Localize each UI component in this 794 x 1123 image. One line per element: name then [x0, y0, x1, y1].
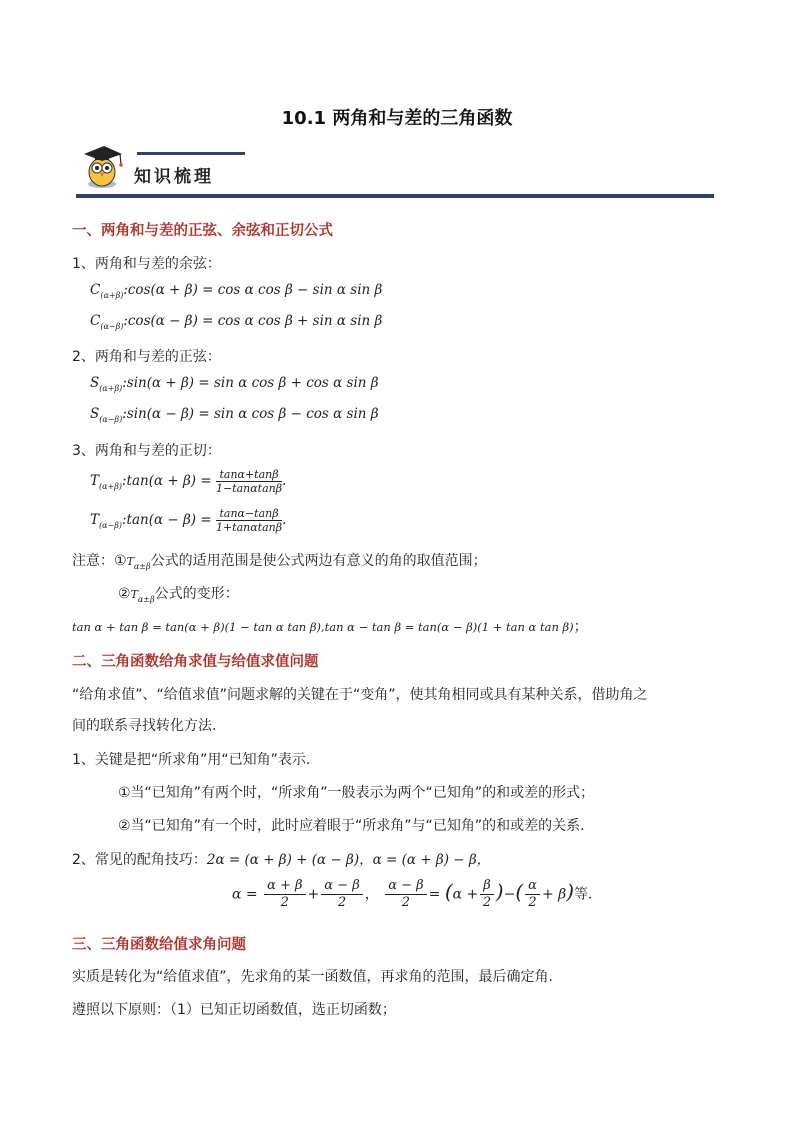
note-prefix: ②	[118, 586, 131, 602]
banner-rule-top	[137, 152, 245, 155]
fraction: $\frac{\beta}{2}$	[480, 878, 494, 911]
pairing-formula: 2α = (α + β) + (α − β)，α = (α + β) − β，	[206, 852, 491, 868]
graduate-owl-icon	[76, 140, 128, 192]
symbol-t: T	[126, 555, 134, 568]
note-1	[72, 550, 487, 571]
tan-plus-fraction	[216, 468, 282, 495]
tan-minus-fraction	[216, 507, 282, 534]
sin-plus-formula	[90, 375, 379, 393]
symbol-sub: α±β	[133, 562, 151, 571]
section-heading-1: 一、两角和与差的正弦、余弦和正切公式	[72, 223, 333, 239]
section-heading-3: 三、三角函数给值求角问题	[72, 937, 246, 953]
symbol-sub: (α+β)	[100, 291, 124, 300]
fraction-denominator: 1+tanαtanβ	[215, 521, 283, 534]
s3-paragraph-1: 实质是转化为“给值求值”，先求角的某一函数值，再求角的范围，最后确定角.	[72, 969, 553, 985]
s2-key-1a: ①当“已知角”有两个时，“所求角”一般表示为两个“已知角”的和或差的形式；	[118, 785, 595, 801]
sin-heading: 2、两角和与差的正弦：	[72, 349, 221, 365]
s2-key-1b: ②当“已知角”有一个时，此时应着眼于“所求角”与“已知角”的和或差的关系．	[118, 818, 595, 834]
s2-key-2	[72, 848, 490, 869]
symbol-sub: (α−β)	[100, 322, 124, 331]
tan-transform-formula	[72, 616, 588, 636]
banner-label: 知识梳理	[134, 167, 214, 187]
page-title: 10.1 两角和与差的三角函数	[281, 108, 513, 129]
tan-heading: 3、两角和与差的正切：	[72, 443, 221, 459]
symbol-sub: (α+β)	[99, 482, 122, 491]
symbol-t-pm	[126, 555, 151, 571]
fraction-numerator: tanα−tanβ	[216, 507, 282, 521]
symbol-sub: α±β	[137, 595, 155, 604]
formula-lhs: :tan(α − β) =	[122, 512, 212, 528]
symbol-sub: (α−β)	[99, 521, 122, 530]
fraction: $\frac{\alpha + \beta}{2}$	[264, 878, 305, 911]
symbol-sub: (α−β)	[99, 415, 123, 424]
key-text: 2、常见的配角技巧：	[72, 852, 207, 868]
s2-key-1: 1、关键是把“所求角”用“已知角”表示．	[72, 752, 320, 768]
symbol-sub: (α+β)	[99, 384, 123, 393]
note-text: 公式的适用范围是使公式两边有意义的角的取值范围；	[150, 553, 487, 569]
fraction: $\frac{\alpha - \beta}{2}$	[385, 878, 426, 911]
symbol-t-pm	[130, 588, 155, 604]
cos-minus-formula	[90, 313, 382, 331]
formula-text: :sin(α + β) = sin α cos β + cos α sin β	[122, 375, 379, 391]
s2-paragraph-line-2: 间的联系寻找转化方法.	[72, 718, 217, 734]
s3-paragraph-2: 遵照以下原则：（1）已知正切函数值，选正切函数；	[72, 1002, 396, 1018]
note-text: 公式的变形：	[154, 586, 239, 602]
symbol-s: S	[90, 406, 100, 422]
cos-heading: 1、两角和与差的余弦：	[72, 256, 221, 272]
tan-minus-formula: $T_{(\alpha-\beta)}:\tan(\alpha - \beta)$ = $\frac{\tan\alpha-\tan\beta}{1+\tan\alpha\tan\beta}$ .	[90, 507, 287, 534]
fraction: $\frac{\alpha - \beta}{2}$	[321, 878, 362, 911]
formula-text: :cos(α + β) = cos α cos β − sin α sin β	[123, 282, 383, 298]
formula-text: tan α + tan β = tan(α + β)(1 − tan α tan β),tan α − tan β = tan(α − β)(1 + tan α tan β)	[72, 620, 574, 634]
symbol-t: T	[130, 588, 138, 601]
formula-end: ；	[573, 619, 588, 635]
s2-paragraph-line-1: “给角求值”、“给值求值”问题求解的关键在于“变角”，使其角相同或具有某种关系，借助角之	[72, 687, 648, 703]
pairing-fraction-formula: α = $\frac{\alpha + \beta}{2}$ + $\frac{\alpha - \beta}{2}$ ， $\frac{\alpha - \beta}{2}$ = (α + $\frac{\beta}{2}$ )−( $\frac{\alpha}{2}$ + β)等．	[232, 878, 603, 910]
sin-minus-formula	[90, 406, 379, 424]
symbol-t: T	[90, 512, 100, 528]
tan-plus-formula: $T_{(\alpha+\beta)}:\tan(\alpha + \beta)$ = $\frac{\tan\alpha+\tan\beta}{1-\tan\alpha\tan\beta}$ .	[90, 468, 287, 495]
note-2	[118, 583, 239, 604]
section-banner	[72, 138, 722, 206]
fraction-numerator: tanα+tanβ	[216, 468, 282, 482]
symbol-c: C	[90, 313, 101, 329]
banner-rule-bottom	[76, 194, 714, 198]
formula-lhs: :tan(α + β) =	[122, 473, 212, 489]
formula-text: :sin(α − β) = sin α cos β − cos α sin β	[122, 406, 379, 422]
symbol-c: C	[90, 282, 101, 298]
note-prefix: 注意：①	[72, 553, 127, 569]
symbol-s: S	[90, 375, 100, 391]
symbol-t: T	[90, 473, 100, 489]
section-heading-2: 二、三角函数给角求值与给值求值问题	[72, 654, 319, 670]
cos-plus-formula	[90, 282, 382, 300]
fraction: $\frac{\alpha}{2}$	[525, 878, 540, 911]
formula-text: :cos(α − β) = cos α cos β + sin α sin β	[123, 313, 383, 329]
fraction-denominator: 1−tanαtanβ	[215, 482, 283, 495]
